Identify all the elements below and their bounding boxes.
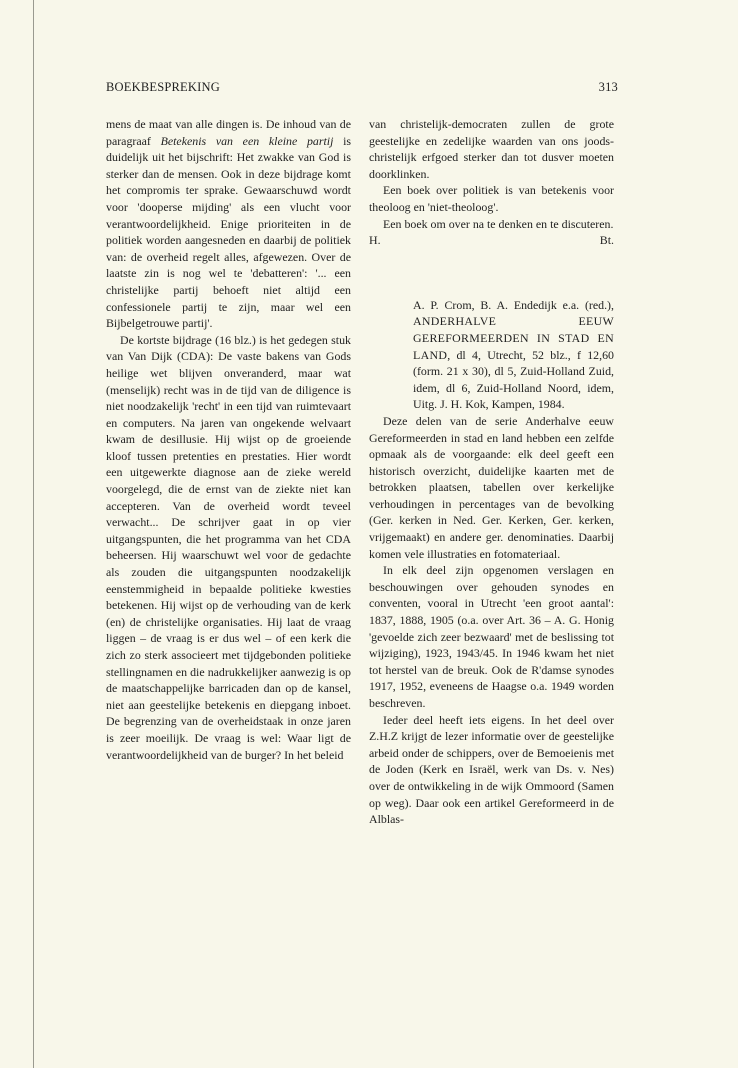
signature-initial: H. <box>369 233 381 248</box>
page-edge-line <box>33 0 34 1068</box>
running-title: BOEKBESPREKING <box>106 80 220 94</box>
book-authors: A. P. Crom, B. A. Endedijk e.a. (red.), <box>413 297 614 312</box>
paragraph: De kortste bijdrage (16 blz.) is het gedegen stuk van Van Dijk (CDA): De vaste bakens van Gods heilige wet blijven onveranderd, maar wat (menselijk) recht was in de tijd van de diligence is niet noodzakelijk 'recht' in een tijd van ruimtevaart en computers. Na jaren van ongekende welvaart kwam de desillusie. Hij wijst op de groeiende kloof tussen pretenties en prestaties. Hier wordt een uitgewerkte diagnose aan de zieke wereld voorgelegd, die de ernst van de ziekte niet kan accepteren. Van de overheid wordt teveel verwacht... De schrijver gaat in op vier uitgangspunten, die het programma van het CDA beheersen. Hij waarschuwt wel voor de gedachte als zouden die uitgangspunten noodzakelijk eenstemmigheid in bepaalde politieke kwesties betekenen. Hij wijst op de verhouding van de kerk (en) de christelijke organisaties. Hij laat de vraag liggen – de vraag is er dus wel – of een kerk die zich zo sterk associeert met tijdgebonden politieke stellingnamen en die nadrukkelijker aanwezig is op de maatschappelijke barricaden dan op de kansel, niet aan geestelijke betekenis en diepgang inboet. De begrenzing van de overheidstaak in onze jaren is zeer moeilijk. De vraag is wel: Waar ligt de verantwoordelijkheid van de burger? In het beleid <box>106 332 351 762</box>
paragraph: In elk deel zijn opgenomen verslagen en beschouwingen over gehouden synodes en conventen, vooral in Utrecht 'een groot aantal': 1837, 1888, 1905 (o.a. over Art. 36 – A. G. Honig 'gevoelde zich zeer bezwaard' met de beslissing tot wijziging), 1923, 1943/45. In 1946 kwam het niet tot herstel van de breuk. Ook de R'damse synodes 1917, 1952, eveneens de Haagse o.a. 1949 worden beschreven. <box>369 563 614 710</box>
text-run: is duidelijk uit het bijschrift: Het zwakke van God is sterker dan de mensen. Ook in deze bijdrage komt het compromis ter sprake. Gewaarschuwd wordt voor 'dooperse mijding' als een vlucht voor verantwoordelijkheid. Enige prioriteiten in de politiek worden aangesneden en daarbij de politiek van: de overheid regelt alles, afgewezen. Over de laatste zin is nog wel te 'debatteren': '... een christelijke partij behoeft niet altijd een confessionele partij te zijn, maar wel een Bijbelgetrouwe partij'. <box>106 133 351 331</box>
book-details: , dl 4, Utrecht, 52 blz., f 12,60 (form. 21 x 30), dl 5, Zuid-Holland Zuid, idem, dl 6, Zuid-Holland Noord, idem, Uitg. J. H. Kok, Kampen, 1984. <box>413 347 614 412</box>
paragraph: Een boek om over na te denken en te discuteren. <box>383 216 614 231</box>
paragraph: van christelijk-democraten zullen de grote geestelijke en zedelijke waarden van ons joods-christelijk erfgoed sterker dan tot dusver moeten doorklinken. <box>369 117 614 181</box>
page-number: 313 <box>598 80 618 94</box>
book-reference <box>413 297 614 413</box>
italic-title: Betekenis van een kleine partij <box>160 133 334 148</box>
signature-abbrev: Bt. <box>599 233 614 248</box>
text-run: mens de maat van alle dingen is. De inhoud van de paragraaf <box>106 117 351 148</box>
paragraph: Een boek over politiek is van betekenis voor theoloog en 'niet-theoloog'. <box>369 183 614 214</box>
page-header <box>106 80 618 98</box>
right-column <box>369 116 614 828</box>
paragraph <box>106 116 351 332</box>
book-title: ANDERHALVE EEUW GEREFORMEERDEN IN STAD EN LAND <box>413 314 614 362</box>
left-column <box>106 116 351 763</box>
review-signature <box>369 232 614 249</box>
paragraph: Deze delen van de serie Anderhalve eeuw Gereformeerden in stad en land hebben een zelfde opmaak als de voorgaande: elk deel geeft een historisch overzicht, duidelijke kaarten met de betrokken plaatsen, tabellen over kerkelijke verhoudingen in percentages van de bevolking (Ger. kerken in Ned. Ger. Kerken, Ger. kerken, vrijgemaakt) en andere ger. denominaties. Daarbij komen vele illustraties en fotomateriaal. <box>369 413 614 561</box>
section-gap <box>369 249 614 297</box>
paragraph: Ieder deel heeft iets eigens. In het deel over Z.H.Z krijgt de lezer informatie over de geestelijke arbeid onder de schippers, over de Bemoeienis met de Joden (Kerk en Israël, werk van Ds. v. Nes) over de ontwikkeling in de wijk Ommoord (Samen op weg). Daar ook een artikel Gereformeerd in de Alblas- <box>369 712 614 827</box>
